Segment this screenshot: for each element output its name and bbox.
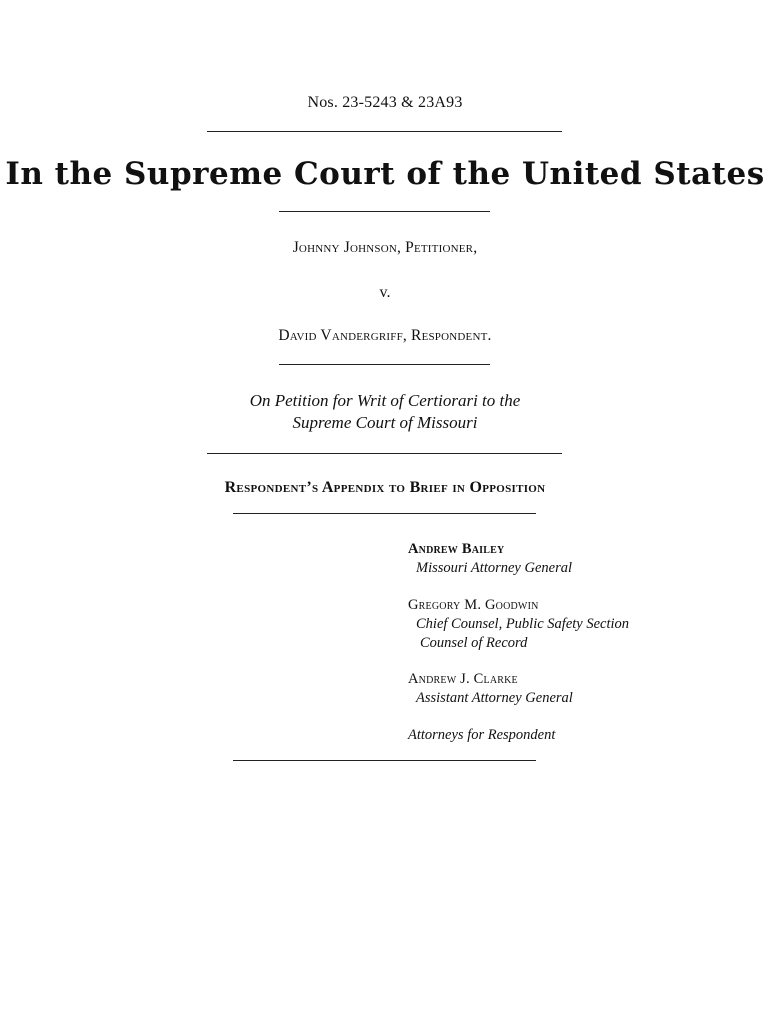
docket-numbers: Nos. 23-5243 & 23A93: [307, 94, 463, 111]
counsel-title: Assistant Attorney General: [416, 690, 573, 706]
counsel-name: Andrew J. Clarke: [408, 671, 518, 687]
petition-line-1: On Petition for Writ of Certiorari to the: [249, 391, 521, 410]
court-name: In the Supreme Court of the United States: [5, 156, 765, 192]
petition-line-2: Supreme Court of Missouri: [292, 413, 478, 432]
counsel-block-clarke: [408, 670, 573, 708]
counsel-title: Chief Counsel, Public Safety Section: [416, 616, 630, 632]
counsel-name: Andrew Bailey: [408, 541, 505, 557]
petition-statement: [0, 390, 770, 434]
respondent-line: David Vandergriff, Respondent.: [278, 327, 492, 344]
divider-rule: [207, 453, 562, 454]
divider-rule: [207, 131, 562, 132]
divider-rule: [233, 760, 536, 761]
counsel-name: Gregory M. Goodwin: [408, 597, 539, 613]
divider-rule: [279, 364, 490, 365]
versus-line: v.: [379, 284, 391, 301]
counsel-block-goodwin: [408, 596, 629, 653]
divider-rule: [279, 211, 490, 212]
petitioner-line: Johnny Johnson, Petitioner,: [292, 239, 478, 256]
counsel-title: Missouri Attorney General: [416, 560, 572, 576]
document-title: Respondent’s Appendix to Brief in Opposition: [224, 479, 546, 496]
attorneys-for-line: Attorneys for Respondent: [408, 727, 556, 743]
divider-rule: [233, 513, 536, 514]
counsel-block-bailey: [408, 540, 572, 578]
counsel-title: Counsel of Record: [420, 635, 528, 651]
